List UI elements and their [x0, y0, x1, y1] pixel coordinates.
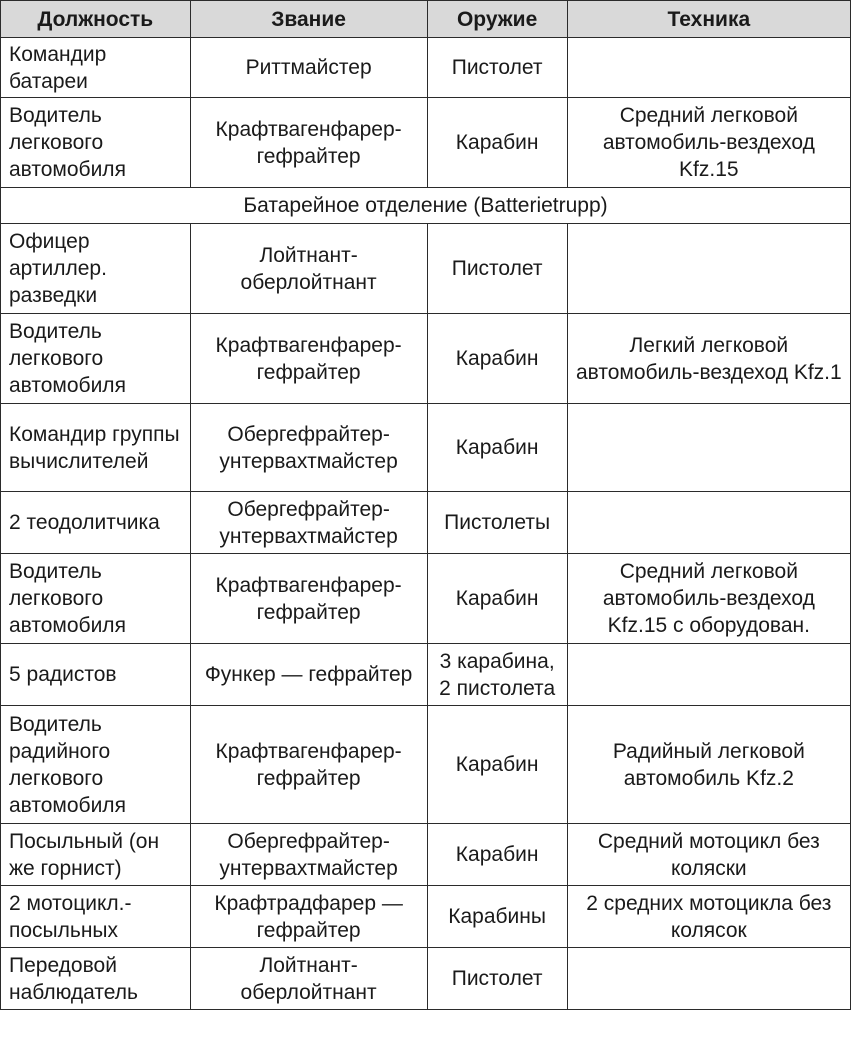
- cell-rank: Крафтрадфарер — гефрайтер: [190, 886, 427, 948]
- cell-rank: Крафтвагенфарер-гефрайтер: [190, 706, 427, 824]
- header-rank: Звание: [190, 1, 427, 38]
- cell-vehicle: Средний мотоцикл без коляски: [567, 824, 850, 886]
- cell-position: 2 теодолитчика: [1, 492, 191, 554]
- table-row: [1, 404, 851, 492]
- cell-vehicle: Средний легковой автомобиль-вездеход Kfz.15 с оборудован.: [567, 554, 850, 644]
- cell-position: Водитель легкового автомобиля: [1, 554, 191, 644]
- cell-rank: Лойтнант-оберлойтнант: [190, 948, 427, 1010]
- table-header-row: [1, 1, 851, 38]
- cell-position: Посыльный (он же горнист): [1, 824, 191, 886]
- cell-rank: Функер — гефрайтер: [190, 644, 427, 706]
- table-row: [1, 706, 851, 824]
- table-row: [1, 886, 851, 948]
- cell-weapon: Карабин: [427, 554, 567, 644]
- cell-vehicle: [567, 224, 850, 314]
- cell-rank: Риттмайстер: [190, 38, 427, 98]
- cell-weapon: Карабин: [427, 98, 567, 188]
- cell-weapon: Карабин: [427, 404, 567, 492]
- cell-position: Передовой наблюдатель: [1, 948, 191, 1010]
- table-row: [1, 224, 851, 314]
- table-row: [1, 948, 851, 1010]
- cell-position: 2 мотоцикл.-посыльных: [1, 886, 191, 948]
- cell-weapon: Карабины: [427, 886, 567, 948]
- cell-position: 5 радистов: [1, 644, 191, 706]
- cell-vehicle: Средний легковой автомобиль-вездеход Kfz.15: [567, 98, 850, 188]
- cell-vehicle: Легкий легковой автомобиль-вездеход Kfz.1: [567, 314, 850, 404]
- cell-position: Водитель легкового автомобиля: [1, 98, 191, 188]
- cell-weapon: Пистолет: [427, 38, 567, 98]
- cell-weapon: Пистолет: [427, 948, 567, 1010]
- cell-position: Командир группы вычислителей: [1, 404, 191, 492]
- cell-rank: Крафтвагенфарер-гефрайтер: [190, 554, 427, 644]
- cell-weapon: Пистолеты: [427, 492, 567, 554]
- table-row: [1, 314, 851, 404]
- header-vehicle: Техника: [567, 1, 850, 38]
- table-row: [1, 38, 851, 98]
- section-label: Батарейное отделение (Batterietrupp): [1, 188, 851, 224]
- table-row: [1, 644, 851, 706]
- table-row: [1, 98, 851, 188]
- table-row: [1, 824, 851, 886]
- cell-rank: Крафтвагенфарер-гефрайтер: [190, 314, 427, 404]
- cell-rank: Лойтнант-оберлойтнант: [190, 224, 427, 314]
- cell-weapon: Карабин: [427, 706, 567, 824]
- cell-vehicle: [567, 948, 850, 1010]
- section-row: [1, 188, 851, 224]
- header-position: Должность: [1, 1, 191, 38]
- cell-vehicle: [567, 492, 850, 554]
- cell-vehicle: [567, 404, 850, 492]
- cell-weapon: Карабин: [427, 314, 567, 404]
- table-row: [1, 554, 851, 644]
- cell-vehicle: 2 средних мотоцикла без колясок: [567, 886, 850, 948]
- cell-vehicle: [567, 644, 850, 706]
- cell-weapon: Пистолет: [427, 224, 567, 314]
- cell-weapon: Карабин: [427, 824, 567, 886]
- cell-position: Офицер артиллер. разведки: [1, 224, 191, 314]
- header-weapon: Оружие: [427, 1, 567, 38]
- cell-position: Командир батареи: [1, 38, 191, 98]
- cell-rank: Обергефрайтер-унтервахтмайстер: [190, 824, 427, 886]
- cell-weapon: 3 карабина, 2 пистолета: [427, 644, 567, 706]
- cell-position: Водитель легкового автомобиля: [1, 314, 191, 404]
- table-row: [1, 492, 851, 554]
- cell-vehicle: Радийный легковой автомобиль Kfz.2: [567, 706, 850, 824]
- cell-rank: Обергефрайтер-унтервахтмайстер: [190, 404, 427, 492]
- cell-position: Водитель радийного легкового автомобиля: [1, 706, 191, 824]
- cell-rank: Крафтвагенфарер-гефрайтер: [190, 98, 427, 188]
- cell-vehicle: [567, 38, 850, 98]
- cell-rank: Обергефрайтер-унтервахтмайстер: [190, 492, 427, 554]
